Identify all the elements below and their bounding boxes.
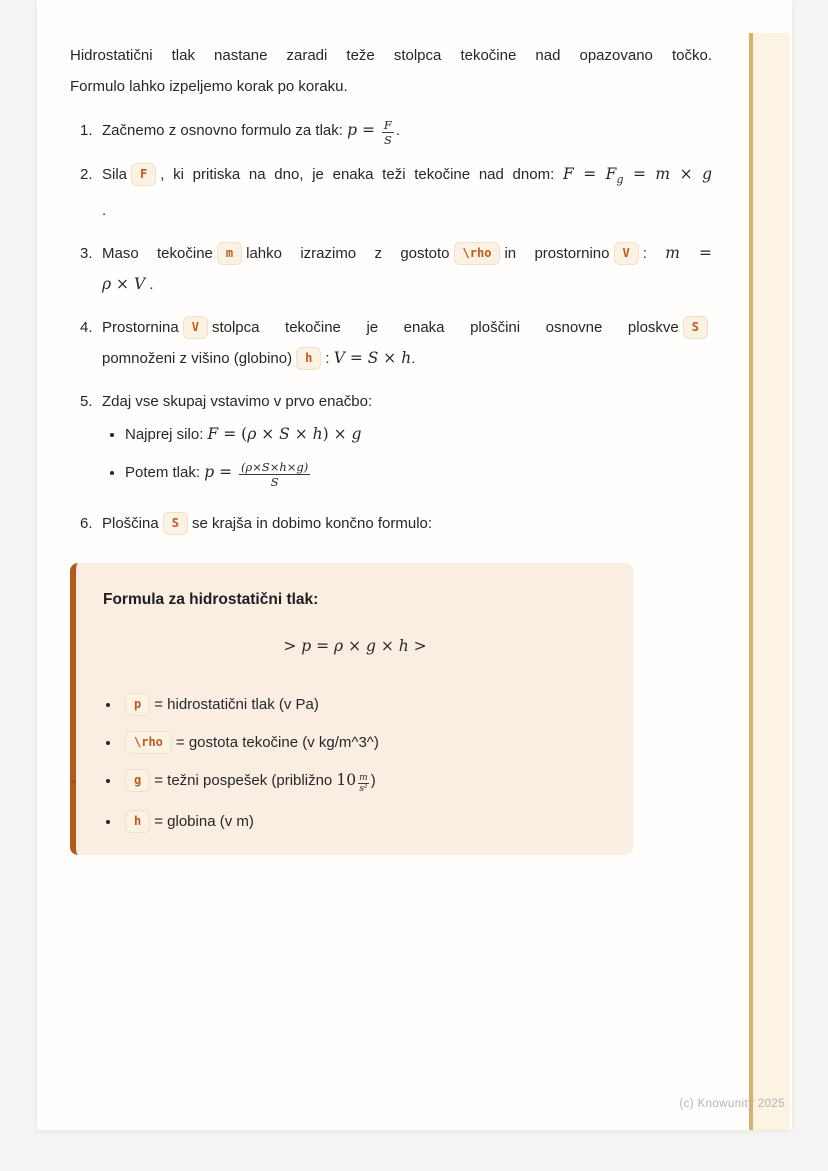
text-line bbox=[102, 269, 712, 300]
text-run: × bbox=[670, 165, 703, 183]
text-run: Zdaj vse skupaj vstavimo v prvo enačbo: bbox=[102, 393, 373, 410]
step-item-6 bbox=[80, 508, 712, 539]
text-run: S bbox=[367, 349, 379, 367]
text-run: S bbox=[279, 425, 290, 443]
text-run: p bbox=[204, 463, 215, 481]
legend-item-g bbox=[121, 769, 607, 795]
text-run: = težni pospešek (približno bbox=[154, 772, 337, 789]
step-text bbox=[102, 508, 712, 539]
text-run: F bbox=[605, 165, 617, 183]
fraction: $\frac{(\rho\times S\times h\times g)}{S}$ bbox=[240, 460, 309, 489]
text-run: ) × bbox=[322, 425, 352, 443]
text-run: h bbox=[312, 425, 323, 443]
text-run: Ploščina bbox=[102, 515, 159, 532]
text-run: . bbox=[102, 202, 107, 219]
page-ribbon-band bbox=[753, 33, 790, 1130]
text-run: = bbox=[573, 165, 606, 183]
text-line bbox=[102, 238, 712, 269]
step-number: 1. bbox=[80, 122, 93, 139]
text-run: = bbox=[623, 165, 656, 183]
text-run: ρ bbox=[102, 275, 112, 293]
text-run: Formulo lahko izpeljemo korak po koraku. bbox=[70, 78, 348, 95]
text-line bbox=[102, 195, 712, 226]
text-run: × bbox=[343, 637, 366, 655]
text-run: g bbox=[365, 637, 376, 655]
text-run: Sila bbox=[102, 166, 128, 183]
step-text bbox=[102, 238, 712, 300]
step-number: 5. bbox=[80, 393, 93, 410]
text-run: h bbox=[401, 349, 412, 367]
text-run: m bbox=[655, 165, 671, 183]
step-text bbox=[102, 386, 712, 496]
text-line bbox=[102, 159, 712, 195]
step-number: 2. bbox=[80, 166, 93, 183]
text-run: ) bbox=[370, 772, 376, 789]
legend-item-rho bbox=[121, 731, 607, 754]
text-run: = bbox=[311, 637, 335, 655]
sub-bullet-pressure bbox=[125, 457, 712, 489]
text-run: × bbox=[375, 637, 399, 655]
text-run: = ( bbox=[218, 425, 248, 443]
text-line bbox=[102, 312, 712, 343]
text-run: = bbox=[357, 121, 380, 139]
text-run: = bbox=[344, 349, 368, 367]
step-item-1 bbox=[80, 115, 712, 147]
step-number: 6. bbox=[80, 515, 93, 532]
derivation-steps-list bbox=[70, 115, 712, 539]
text-line bbox=[102, 508, 712, 539]
text-run: F bbox=[562, 165, 574, 183]
text-run: . bbox=[411, 350, 416, 367]
legend-item-p bbox=[121, 693, 607, 716]
text-run: = globina (v m) bbox=[154, 813, 254, 830]
inline-code-badge: V bbox=[614, 242, 639, 265]
text-run: Prostornina bbox=[102, 319, 179, 336]
text-run: ρ bbox=[247, 425, 257, 443]
text-line bbox=[70, 71, 712, 102]
text-run: in prostornino bbox=[504, 245, 610, 262]
inline-code-badge: S bbox=[163, 512, 188, 535]
text-run: Maso tekočine bbox=[102, 245, 213, 262]
inline-code-badge: h bbox=[296, 347, 321, 370]
hydrostatic-pressure-equation bbox=[103, 636, 607, 657]
step-number: 3. bbox=[80, 245, 93, 262]
text-run: Začnemo z osnovno formulo za tlak: bbox=[102, 122, 348, 139]
text-run: pomnoženi z višino (globino) bbox=[102, 350, 293, 367]
inline-code-badge: F bbox=[131, 163, 156, 186]
text-run: p bbox=[301, 637, 312, 655]
formula-callout bbox=[70, 563, 633, 855]
text-run: m bbox=[665, 244, 680, 262]
text-run: × bbox=[256, 425, 280, 443]
text-run: g bbox=[616, 173, 624, 186]
text-run: g bbox=[702, 165, 712, 183]
text-run: × bbox=[111, 275, 134, 293]
text-run: × bbox=[289, 425, 313, 443]
step-item-5 bbox=[80, 386, 712, 496]
text-run: > bbox=[283, 637, 302, 655]
step-number: 4. bbox=[80, 319, 93, 336]
text-run: g bbox=[351, 425, 362, 443]
text-run: > bbox=[408, 637, 427, 655]
step-text-head bbox=[102, 386, 712, 417]
document-page bbox=[37, 0, 792, 1130]
sub-bullet-force bbox=[125, 419, 712, 450]
step-text bbox=[102, 159, 712, 226]
document-content bbox=[70, 40, 712, 855]
text-run: Potem tlak: bbox=[125, 464, 205, 481]
intro-paragraph bbox=[70, 40, 712, 102]
step-item-4 bbox=[80, 312, 712, 374]
text-run: , ki pritiska na dno, je enaka teži tekočine nad dnom: bbox=[160, 166, 563, 183]
step-item-2 bbox=[80, 159, 712, 226]
text-line bbox=[102, 115, 712, 147]
inline-code-badge: m bbox=[217, 242, 242, 265]
text-run: p bbox=[347, 121, 358, 139]
text-line bbox=[102, 386, 712, 417]
text-run: V bbox=[333, 349, 345, 367]
inline-code-badge: \rho bbox=[125, 731, 172, 754]
text-run: se krajša in dobimo končno formulo: bbox=[191, 515, 433, 532]
step-sub-bullets bbox=[102, 419, 712, 489]
fraction: $\frac{F}{S}$ bbox=[383, 118, 392, 147]
text-run: F bbox=[207, 425, 219, 443]
text-run: × bbox=[378, 349, 402, 367]
text-run: . bbox=[145, 276, 154, 293]
copyright-text: (c) Knowunity 2025 bbox=[679, 1098, 785, 1110]
text-run: : bbox=[325, 350, 334, 367]
text-run: stolpca tekočine je enaka ploščini osnovne ploskve bbox=[211, 319, 679, 336]
step-text bbox=[102, 312, 712, 374]
text-run: Najprej silo: bbox=[125, 426, 208, 443]
text-line bbox=[102, 343, 712, 374]
inline-code-badge: g bbox=[125, 769, 150, 792]
text-run: = bbox=[214, 463, 237, 481]
inline-code-badge: V bbox=[183, 316, 208, 339]
fraction: $\frac{m}{\text{s²}}$ bbox=[359, 773, 368, 794]
step-item-3 bbox=[80, 238, 712, 300]
callout-title: Formula za hidrostatični tlak: bbox=[103, 591, 319, 608]
step-text bbox=[102, 115, 712, 147]
legend-item-h bbox=[121, 810, 607, 833]
text-run: = hidrostatični tlak (v Pa) bbox=[154, 696, 319, 713]
text-run: h bbox=[398, 637, 409, 655]
text-run: . bbox=[395, 122, 401, 139]
inline-code-badge: h bbox=[125, 810, 150, 833]
text-run: Hidrostatični tlak nastane zaradi teže stolpca tekočine nad opazovano točko. bbox=[70, 47, 712, 64]
text-run: lahko izrazimo z gostoto bbox=[246, 245, 450, 262]
inline-code-badge: p bbox=[125, 693, 150, 716]
inline-code-badge: \rho bbox=[454, 242, 501, 265]
text-run: : bbox=[642, 245, 666, 262]
text-run: 10 bbox=[336, 771, 357, 789]
text-line bbox=[70, 40, 712, 71]
stray-backtick: ` bbox=[71, 778, 76, 794]
text-run: ρ bbox=[334, 637, 344, 655]
symbol-legend-list bbox=[103, 693, 607, 833]
text-run: = gostota tekočine (v kg/m^3^) bbox=[175, 734, 379, 751]
text-run: = bbox=[679, 244, 713, 262]
inline-code-badge: S bbox=[683, 316, 708, 339]
text-run: V bbox=[133, 275, 146, 293]
